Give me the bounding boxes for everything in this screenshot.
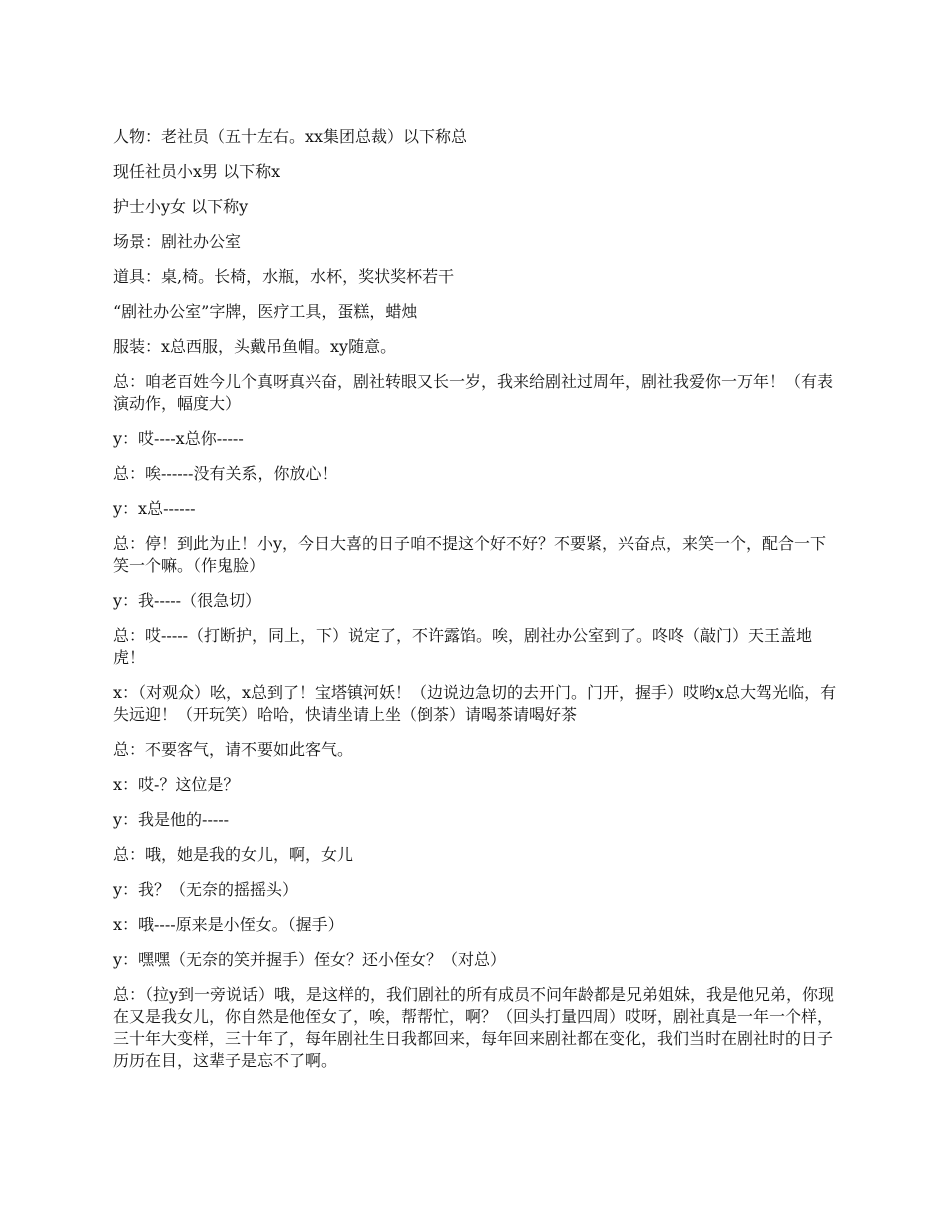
dialogue-line: 总：哎-----（打断护，同上，下）说定了，不许露馅。唉，剧社办公室到了。咚咚（敲门）天王盖地虎！: [113, 626, 813, 667]
dialogue-line: y：我是他的-----: [113, 810, 230, 829]
props-line: 道具：桌,椅。长椅，水瓶，水杯，奖状奖杯若干: [113, 267, 455, 286]
document-page: [113, 126, 841, 1085]
dialogue-line: y：我？（无奈的摇摇头）: [113, 880, 299, 899]
dialogue-line: x：（对观众）吆，x总到了！宝塔镇河妖！（边说边急切的去开门。门开，握手）哎哟x总大驾光临，有失远迎！（开玩笑）哈哈，快请坐请上坐（倒茶）请喝茶请喝好茶: [113, 683, 837, 724]
dialogue-line: x：哎-？这位是？: [113, 775, 240, 794]
dialogue-line: y：哎----x总你-----: [113, 429, 244, 448]
cast-line-x: 现任社员小x男 以下称x: [113, 162, 281, 181]
props-line-continued: “剧社办公室”字牌，医疗工具，蛋糕，蜡烛: [113, 302, 418, 321]
dialogue-line: 总：唉------没有关系，你放心！: [113, 464, 338, 483]
dialogue-line: 总：咱老百姓今儿个真呀真兴奋，剧社转眼又长一岁，我来给剧社过周年，剧社我爱你一万年！（有表演动作，幅度大）: [113, 372, 834, 413]
dialogue-line: 总：哦，她是我的女儿，啊，女儿: [113, 845, 354, 864]
cast-line-y: 护士小y女 以下称y: [113, 197, 249, 216]
scene-line: 场景：剧社办公室: [113, 232, 242, 251]
dialogue-line: 总：（拉y到一旁说话）哦，是这样的，我们剧社的所有成员不问年龄都是兄弟姐妹，我是他兄弟，你现在又是我女儿，你自然是他侄女了，唉，帮帮忙，啊？（回头打量四周）哎呀，剧社真是一年一个样，三十年大变样，三十年了，每年剧社生日我都回来，每年回来剧社都在变化，我们当时在剧社时的日子历历在目，这辈子是忘不了啊。: [113, 985, 835, 1070]
dialogue-line: y：嘿嘿（无奈的笑并握手）侄女？还小侄女？（对总）: [113, 950, 507, 969]
dialogue-line: x：哦----原来是小侄女。（握手）: [113, 915, 344, 934]
cast-line-old-member: 人物：老社员（五十左右。xx集团总裁）以下称总: [113, 127, 468, 146]
costume-line: 服装：x总西服，头戴吊鱼帽。xy随意。: [113, 337, 397, 356]
dialogue-line: 总：不要客气，请不要如此客气。: [113, 740, 354, 759]
dialogue-line: 总：停！到此为止！小y，今日大喜的日子咱不提这个好不好？不要紧，兴奋点，来笑一个，配合一下笑一个嘛。（作鬼脸）: [113, 534, 827, 575]
dialogue-line: y：我-----（很急切）: [113, 591, 262, 610]
dialogue-line: y：x总------: [113, 499, 196, 518]
